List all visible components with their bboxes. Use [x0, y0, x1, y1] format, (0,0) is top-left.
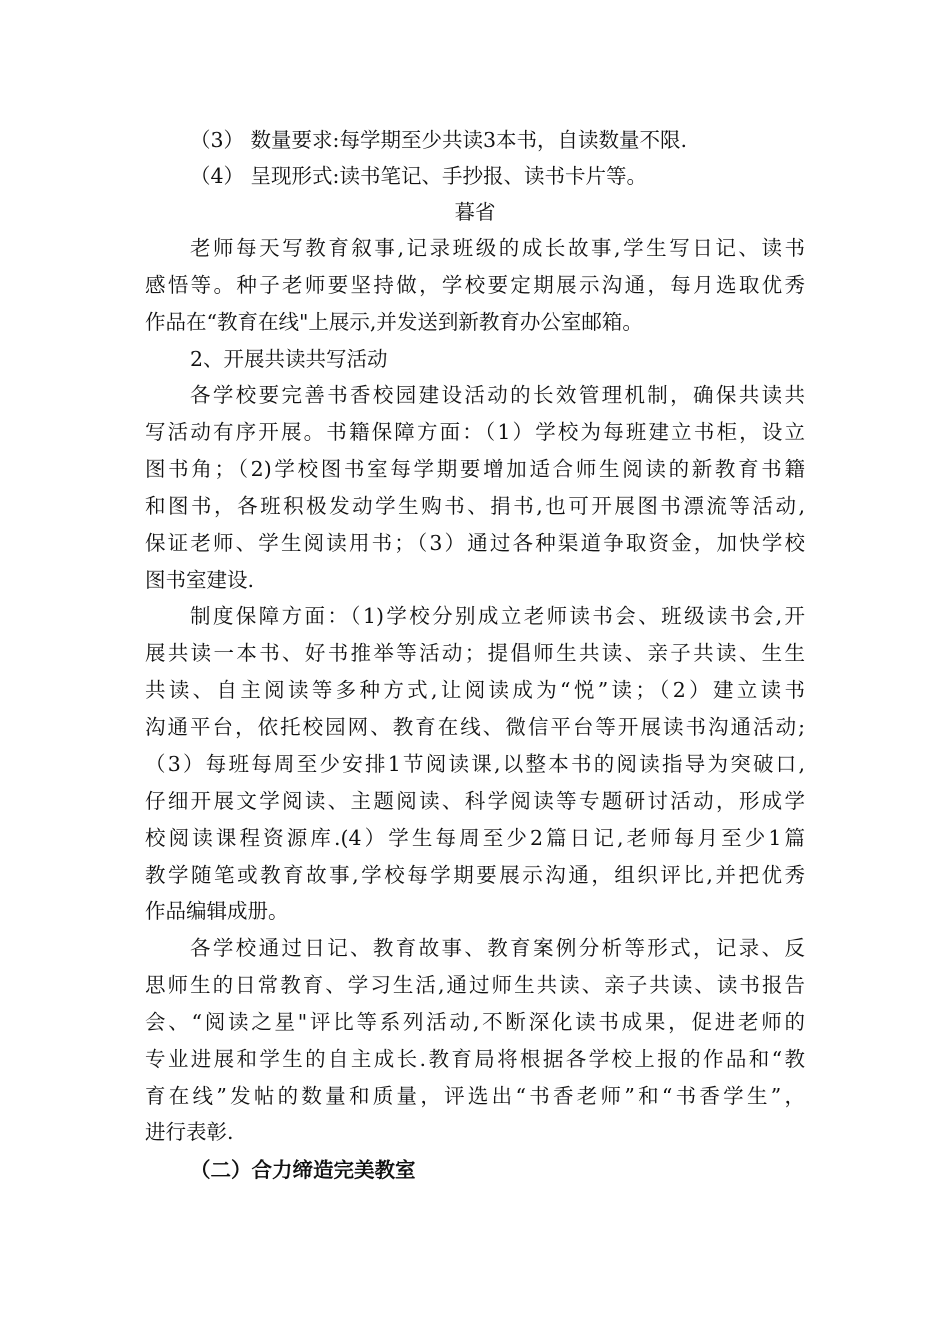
paragraph-line: 图书角；（2)学校图书室每学期要增加适合师生阅读的新教育书籍 — [145, 457, 805, 481]
paragraph-line: 老师每天写教育叙事,记录班级的成长故事,学生写日记、读书 — [190, 236, 805, 260]
paragraph-line: 各学校要完善书香校园建设活动的长效管理机制，确保共读共 — [190, 383, 805, 407]
paragraph-line: 会、“阅读之星"评比等系列活动,不断深化读书成果，促进老师的 — [145, 1010, 805, 1034]
paragraph-line: 思师生的日常教育、学习生活,通过师生共读、亲子共读、读书报告 — [145, 973, 805, 997]
paragraph-line: 育在线”发帖的数量和质量，评选出“书香老师”和“书香学生”， — [145, 1084, 805, 1108]
subsection-heading: 2、开展共读共写活动 — [190, 347, 388, 371]
paragraph-line: 制度保障方面：（1)学校分别成立老师读书会、班级读书会,开 — [190, 604, 805, 628]
paragraph-line: 感悟等。种子老师要坚持做，学校要定期展示沟通，每月选取优秀 — [145, 273, 805, 297]
paragraph-line: 各学校通过日记、教育故事、教育案例分析等形式，记录、反 — [190, 936, 805, 960]
paragraph-line: 作品在“教育在线"上展示,并发送到新教育办公室邮箱。 — [145, 310, 643, 334]
paragraph-line: （3）每班每周至少安排1节阅读课,以整本书的阅读指导为突破口, — [145, 752, 805, 776]
paragraph-line: 写活动有序开展。书籍保障方面：（1）学校为每班建立书柜，设立 — [145, 420, 805, 444]
paragraph-line: 共读、自主阅读等多种方式,让阅读成为“悦”读；（2）建立读书 — [145, 678, 805, 702]
paragraph-line: 教学随笔或教育故事,学校每学期要展示沟通，组织评比,并把优秀 — [145, 863, 805, 887]
section-heading: 暮省 — [454, 200, 496, 224]
paragraph-line: 图书室建设. — [145, 568, 255, 592]
paragraph-line: 展共读一本书、好书推举等活动；提倡师生共读、亲子共读、生生 — [145, 641, 805, 665]
paragraph-line: 保证老师、学生阅读用书；（3）通过各种渠道争取资金，加快学校 — [145, 531, 805, 555]
text-line: （4） 呈现形式:读书笔记、手抄报、读书卡片等。 — [190, 164, 647, 188]
paragraph-line: 和图书，各班积极发动学生购书、捐书,也可开展图书漂流等活动, — [145, 494, 805, 518]
paragraph-line: 仔细开展文学阅读、主题阅读、科学阅读等专题研讨活动，形成学 — [145, 789, 805, 813]
paragraph-line: 作品编辑成册。 — [145, 899, 289, 923]
paragraph-line: 专业进展和学生的自主成长.教育局将根据各学校上报的作品和“教 — [145, 1047, 805, 1071]
text-line: （3） 数量要求:每学期至少共读3本书，自读数量不限. — [190, 128, 688, 152]
section-heading-bold: （二）合力缔造完美教室 — [190, 1158, 416, 1182]
paragraph-line: 沟通平台，依托校园网、教育在线、微信平台等开展读书沟通活动; — [145, 715, 805, 739]
paragraph-line: 进行表彰. — [145, 1120, 234, 1144]
paragraph-line: 校阅读课程资源库.(4）学生每周至少2篇日记,老师每月至少1篇 — [145, 826, 805, 850]
